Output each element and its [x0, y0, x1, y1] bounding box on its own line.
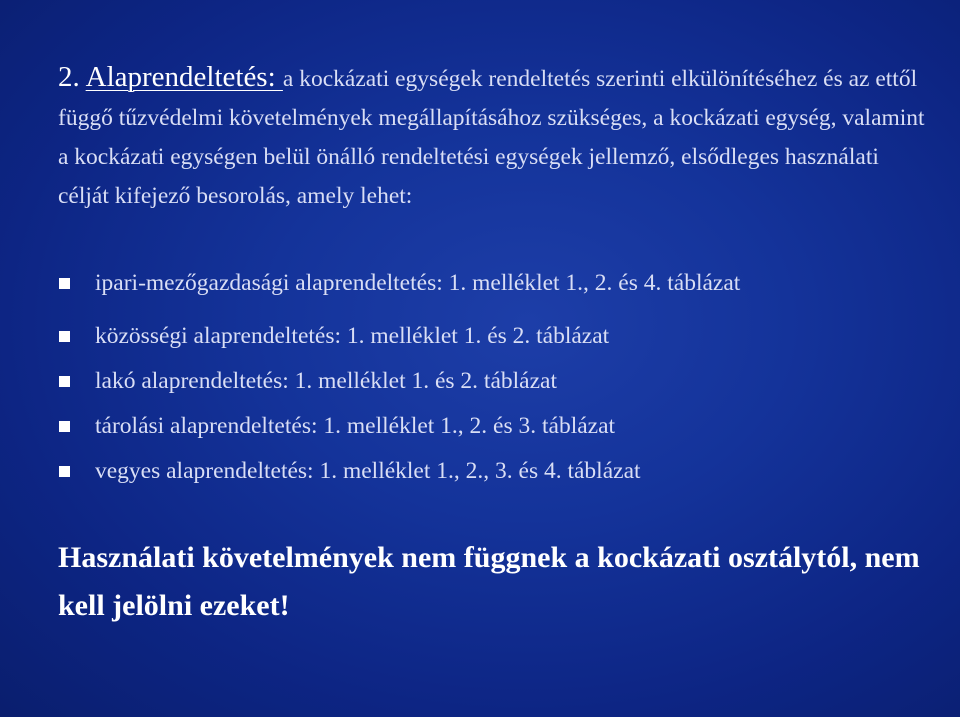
section-number: 2.: [58, 61, 80, 93]
intro-paragraph: [58, 58, 928, 216]
bullet-item: [58, 319, 918, 354]
bullet-text: tárolási alaprendeltetés: 1. melléklet 1., 2. és 3. táblázat: [95, 413, 616, 439]
bullet-item: [58, 454, 918, 489]
bullet-text: lakó alaprendeltetés: 1. melléklet 1. és 2. táblázat: [95, 368, 557, 394]
square-bullet-icon: [59, 331, 70, 342]
bullet-item: [58, 409, 918, 444]
square-bullet-icon: [59, 376, 70, 387]
bullet-text: ipari-mezőgazdasági alaprendeltetés: 1. melléklet 1., 2. és 4. táblázat: [95, 270, 741, 296]
intro-text: a kockázati egységek rendeltetés szerinti elkülönítéséhez és az ettől függő tűzvédelmi követelmények megállapításához szükséges, a kockázati egység, valamint a kockázati egységen belül önálló rendeltetési egységek jellemző, elsődleges használati célját kifejező besorolás, amely lehet:: [58, 66, 925, 209]
bullet-item: [58, 266, 918, 301]
square-bullet-icon: [59, 421, 70, 432]
square-bullet-icon: [59, 466, 70, 477]
square-bullet-icon: [59, 278, 70, 289]
bullet-item: [58, 364, 918, 399]
bullet-text: vegyes alaprendeltetés: 1. melléklet 1., 2., 3. és 4. táblázat: [95, 458, 641, 484]
section-term: Alaprendeltetés:: [85, 61, 283, 93]
bullet-text: közösségi alaprendeltetés: 1. melléklet 1. és 2. táblázat: [95, 323, 610, 349]
bullet-list: [58, 266, 918, 489]
footer-note: Használati követelmények nem függnek a kockázati osztálytól, nem kell jelölni ezeket!: [58, 541, 920, 622]
